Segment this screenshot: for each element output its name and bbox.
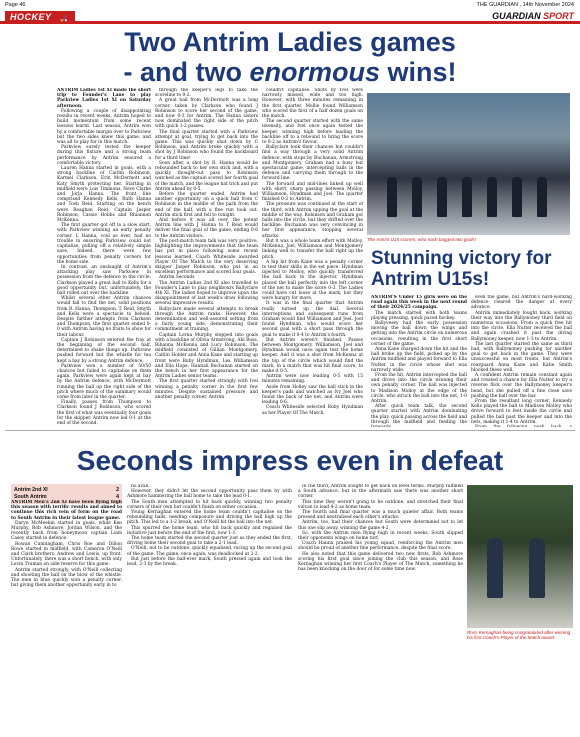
brand-part-a: GUARDIAN xyxy=(492,11,541,21)
paragraph: no avail. xyxy=(131,484,150,489)
paragraph: The post-match team talk was very positive, highlighting the improvements that the team has put in place following some recent lessons learned. Coach Whiteside awarded Player Of The Match to the very deserving skipper Jasper Robinson, who put in an excellent performance and scored four goals. xyxy=(155,238,258,276)
paragraph: The South men attempted to hit back quickly, winning two penalty corners of their own but couldn't finish on either occasion. xyxy=(127,499,292,510)
paragraph: Antrim, too, had their chances but South were determined not to let this one slip away, winning the game 4-2. xyxy=(298,520,463,531)
paragraph: even the game, but Antrim's hard-working defence cleared the danger at every advance. xyxy=(471,295,572,311)
paragraph: In the third, Antrim sought to get back on level terms. Murphy fulfilled a South advance, but in the aftermath saw there was another short corner. xyxy=(298,484,463,500)
paragraph: However, they didn't let the second opportunity pass them by with Ashmore hammering the ball home to take the lead 0-1. xyxy=(127,489,292,500)
paragraph: Following a couple of disappointing results in recent weeks, Antrim hoped to build momentum from some recent lessons learnt. Last season, Antrim won by a comfortable margin over to Parkview but the two sides knew this game, and was all to play for in this match. xyxy=(57,108,151,146)
u15-team-photo xyxy=(367,93,570,235)
paragraph: Antrim immediately fought back, working their way into the Ballymoney third field on numerous occasions. From a quick free hit into the circle, Ella Nutter received the ball and again crashed it past the diving Ballymoney keeper, now 1-3 to Antrim. xyxy=(471,310,572,342)
paragraph: The first quarter started strongly with Ivel winning a penalty corner in the first few minutes. Despite sustained pressure and another penalty corner, Antrim xyxy=(155,379,258,400)
paragraph: Aside from Holley saw the ball stick in the keeper's pads and watched as Ivy Joel who found the back of the net, and Antrim were leading 0-6. xyxy=(262,384,363,406)
team-score: 2 xyxy=(116,487,119,493)
article2-col1 xyxy=(371,295,467,427)
headline-pre: - and two xyxy=(123,57,250,87)
paragraph: After quick team talk, the second quarter started with Antrim dominating the play, quick passing across the field and through the midfield and feeding the xyxy=(371,404,467,425)
paragraph: Ballyvesey had the early possession moving the ball down the wings and getting into the Antrim circle on numerous occasions, resulting in the first short corner of the game. xyxy=(371,321,467,347)
paragraph: Coach Hanna praised his young squad, reinforcing the Antrim men should be proud of another fine performance, despite the final score. xyxy=(298,541,463,552)
paragraph: O'Neill, not to be outdone, quickly equalised, racing up the second goal of the game. The game, once again, was deadlocked at 2-2. xyxy=(127,546,292,557)
paragraph: Coach Whiteside selected Ruby Hyndman as her Player Of The Match. xyxy=(262,405,363,416)
article3-col2 xyxy=(127,484,292,732)
paragraph: Antrim started strongly, with O'Neill collecting and shooting the ball on the blow of the whistle. The men in blue quickly won a penalty corner, but giving them another opportunity early in to xyxy=(11,567,122,589)
hockey-stick-icon: 🏑 xyxy=(60,14,69,22)
paragraph: Ballyclare made several attempts to break through the Antrim ranks. However, the determination and well-assured setting from a fairly young side, demonstrating their commitment at training. xyxy=(155,306,258,333)
paragraph: This time they weren't going to be outdone, and stretched their final vulcan to lead 4-2 as home team. xyxy=(298,499,463,510)
page-header xyxy=(0,0,580,10)
paragraph xyxy=(471,425,572,427)
headline-post: wins! xyxy=(380,57,457,87)
article3-col1 xyxy=(11,500,122,732)
paragraph: This spurred the home team, who hit back quickly and regained the initiative just before the end of the first, now 1-1. xyxy=(127,525,292,536)
paragraph: From the resultant long corner, Kennedy Kells played the ball to Madison Molloy who drove forward to feet inside the circle and pulled the ball past the keeper and into the nets, making it 1-4 to Antrim. xyxy=(471,399,572,425)
article1-col2 xyxy=(155,88,258,426)
section-divider xyxy=(5,430,575,431)
paragraph: Parkview surely tested the keeper during this fixture and a strong team performance by Antrim ensured a comfortable victory. xyxy=(57,145,151,166)
paragraph: The final quarter started with a Parkview attempt at goal, trying to get back into the game. This was quickly shut down by C Robinson, and Antrim broke quickly with a shot by J Robinson who found the backboard for a third time! xyxy=(155,129,258,161)
u15-headline: Stunning victory for Antrim U15s! xyxy=(371,248,552,290)
paragraph: Antrim were now leading 0-5 with 15 minutes remaining. xyxy=(262,374,363,385)
page-number: Page 46 xyxy=(5,2,26,8)
headline-line2 xyxy=(65,57,515,87)
paragraph: It was in the final quarter that Antrim really turned up the dial. Several interceptions and subsequent runs from Graham would find Williamson and Joel. Joel found Hyndman, who would score her second goal with a short pass through the goal to make it 0-4 to Antrim's fourth. xyxy=(262,301,363,338)
paragraph: Before the quarter ended, Antrim had another opportunity on a quick ball from C Robinson in the middle of the park from the end of the half, with a fine run took out. Antrim stick first and fell to tonight. xyxy=(155,192,258,218)
paper-date: THE GUARDIAN , 14th November 2024 xyxy=(476,2,574,8)
brand-part-b: SPORT xyxy=(543,11,574,21)
paragraph: Whilst several other Antrim chances would fall to find the net, solid positions from R. Hanna, Thompson, T. Reid, Smyth and Kells were a spectacle to behold. Despite further attempts from Clarkson and Thompson, the first quarter ended 0-0 with Antrim having no fruits to show for their labour. xyxy=(57,296,151,338)
paragraph: The pressure was continued at the start of the third, with Antrim upping the goal at the middle of the way. Robinson and Graham got balls into the circle, but they drifted over the backline. Buchanan was very convincing in her first appearance, stopping several attacks. xyxy=(262,202,363,239)
paragraph: Anna Kane charged down the hit and the ball broke up the field, picked up by the Antrim midfield and played forward to Ella Nutter in the circle whose shot was narrowly wide. xyxy=(371,347,467,373)
paragraph: couldn't capitalise. Shots by Ivel were narrowly missed, wide and too high. However, with three minutes remaining in the first quarter, Mollie found Williamson who scored the first of a half dozen goals on the match. xyxy=(262,88,363,120)
paragraph: Young Kernaghan entered the home team couldn't capitalise on the rebounding balls, needing composure and driving the ball high up the pitch. This led to a 1-2 break, and O'Neill hit the ball into the net. xyxy=(127,510,292,526)
paragraph: A great ball from McDermott was a long corner, taken by Clarkson who found J Robinson to score her second of the game, and now 0-3 for Antrim. The Hanna sisters now dominated the right side of the pitch with quick 1-2 passes. xyxy=(155,98,258,130)
article1-col1 xyxy=(57,88,151,426)
paragraph: From the hit, Antrim intercepted the ball and drove into the circle winning their own penalty corner. The ball was injected to Madison Molloy at the edge of the circle, who struck the ball into the net, 1-0 Antrim. xyxy=(371,373,467,405)
brand-logo xyxy=(492,11,574,21)
paragraph: But just before the half-ever mark, South pressed again and took the lead, 2-3 by the break. xyxy=(127,556,292,568)
paragraph: Daryn McMeekin started in goals, while Ken Murphy, Rob Ashmore, Jordan Wilson, and the recently back from honeymoon captain Liam Casey started in defence. xyxy=(11,520,122,542)
paragraph: through the keeper's legs to take the scoreline to 0-2. xyxy=(155,88,258,99)
paragraph: In contrast, an onslaught of Antrim's attacking play saw Parkview in possession from the defence to the circle. Clarkson played a great ball to Kells for a good opportunity but, unfortunately, the ball rolled out over the backline. xyxy=(57,264,151,296)
article1-col3 xyxy=(262,88,363,426)
photo1-caption: The Antrim U15 scorers, who each bagged two goals! xyxy=(367,237,477,242)
player-award-photo xyxy=(467,485,573,628)
paragraph: Ballyclare took their chances but couldn't find a way through a very solid Antrim defence, with stops by Buchanan, Armstrong and Montgomery. Graham had a busy but spectacular game, intercepting balls in the defence and carrying them through to the forward line. xyxy=(262,145,363,182)
paragraph: A hip hit from Kane was a penalty corner to test their skills in the set piece. Hyndman injected to Molloy, who quickly transferred the ball back to the injector. Hyndman placed the ball perfectly into the left corner of the net to make the score 0-3. The Ladies could have cut loose at the mark, but they were hungry for more. xyxy=(262,259,363,302)
paragraph: The last quarter started the same as third had, with Ballymoney pushing for another goal to get back in the game. They were unsuccessful on most fronts, but Antrim's rearguard Anna Kane and Katie Smith blocked these well. xyxy=(471,341,572,373)
paragraph: The home team started the second quarter just as they ended the first, driving home their second goal to take a 2-1 lead. xyxy=(127,536,292,547)
paragraph: The match started with both teams playing pressing, quick paced hockey. xyxy=(371,310,467,321)
paragraph: The second quarter started with the same intensity, and Ivel once again tested the keeper, winning high before leading the backline off to a rebound to bring the score to 0-2 as Antrim's favour. xyxy=(262,119,363,146)
paragraph: And before it was all over, the potent Antrim line with J Hanna to T Reid would deliver the final goal of the game, ending 0-6 to the Antrim visitors. xyxy=(155,218,258,239)
score-row-1 xyxy=(14,487,119,494)
paragraph: Captain J Robinson entered the fray at the beginning of the second half, determined to shake things up. Parkview pushed forward but the whistle for tea kept a bay by a strong Antrim defence. xyxy=(57,337,151,364)
paragraph: But Antrim weren't finished. Passes between Montgomery, Williamson, Joel and Hyndman would once again test the home keeper. And it was a shot from McKenna at the top of the circle which would find the mark, in a match that was hit final score, to make it 0-5. xyxy=(262,337,363,374)
paragraph: The fourth and final quarter was a much quieter affair. Both teams pressed and neutralised each other's attacks. xyxy=(298,510,463,521)
section-bar xyxy=(0,11,580,24)
paragraph: Finally, passes from Thompson to Clarkson found J Robinson, who scored the first of what was eventually four goals for the skipper. Antrim now led 0-1 at the end of the second. xyxy=(57,400,151,426)
paragraph: Parkview won a number of 50/50 chances but failed to capitalise on them again. Parkview were again kept at bay by the Antrim defence, with McDermott running the ball up the right side of the pitch where much of the summary would come from later in the quarter. xyxy=(57,363,151,400)
section-label: HOCKEY xyxy=(5,11,75,23)
paragraph: The first quarter got off to a slow start, with Parkview winning an early penalty corner. L Hanna, cool as ever, had no trouble in ensuring Parkview could not capitalise, pulling off a relatively simple save. Indeed, there were few opportunities from penalty corners for the home side. xyxy=(57,223,151,265)
photo2-caption: Ross Kernaghan being congratulated after winning his first Coach's Player of the Match award. xyxy=(467,630,571,640)
paragraph: Lauren Hanna started in goals, with a strong backline of Caitlin Robinson, Karmel Clarkson, Erin McDermott and Katy Smyth protecting her. Starting in midfield were Lois Timmons, Neve Clarke and Jorja Hanna. The front line comprised Kennedy Kells, Ruth Hanna and Tosh Reid. Starting on the bench were Reaghan Reid, Captain Jasper Robinson, Cassie Hobbs and Rhiannon McKenna. xyxy=(57,166,151,224)
paragraph: The forward and mid-lines linked up well with short, sharp passing between Molloy, Williamson, Hyndman and Joel. The quarter finished 0-2 to Antrim. xyxy=(262,181,363,203)
headline-line1: Two Antrim Ladies games xyxy=(124,27,456,57)
team-name: Antrim 2nd XI xyxy=(14,487,48,493)
paragraph: ANTRIM'S Under 15 girls were on the road again this week in the next round of their 2024/25 campaign. xyxy=(371,295,467,311)
paragraph: Antrim Seconds xyxy=(159,275,195,281)
paragraph: ANTRIM Ladies 1st XI made the short trip to Founder's Lane to play Parkview Ladies 1st XI on Saturday afternoon. xyxy=(57,88,151,109)
article2-col2 xyxy=(471,295,572,427)
team-name: South Antrim xyxy=(14,494,47,500)
paragraph: ANTRIM Men's 2nd XI have been flying high this season with terrific results and aimed to continue this rich vein of form on the road to South Antrim in their latest league game. xyxy=(11,500,122,521)
paragraph: But it was a whole team effort with Molloy, McKenna, Joel, Williamson and Montgomery linking well to transfer the ball right up the pitch. xyxy=(262,238,363,260)
article3-col3 xyxy=(298,484,463,732)
paragraph: The Antrim Ladies 2nd XI also travelled to Founder's Lane to play neighbours Ballyclare 4th XI. The ladies hoped to improve upon the disappointment of last week's draw following several impressive results. xyxy=(155,280,258,307)
headline-emphasis: enormous xyxy=(249,57,380,87)
team-score: 4 xyxy=(116,494,119,500)
paragraph: So, with the Antrim men flying high in recent weeks, South slipped their opponents wings on home turf. xyxy=(298,530,463,542)
seconds-headline: Seconds impress even in defeat xyxy=(76,445,504,476)
paragraph: Soon after, a shot by R. Hanna would be rebounded back to her own stick and, with a quickly thought-out pass to Robinson watched as the captain scored her fourth goal of the match, and the league hat trick and put Antrim ahead by 0-5. xyxy=(155,160,258,192)
paragraph: He also noted that this game delivered two new firsts, Rob Ashmore scoring his first goal since joining the club this season, and Rose Kernaghan winning her first Coach's Player of The Match, something he has been knocking on the door of for some time now. xyxy=(298,551,463,573)
main-headline xyxy=(65,27,515,87)
paragraph: A confident Antrim remain constant again and created a chance for Ella Nutter to try a reverse flick over the Ballymoney keeper's head, but she pulled off a fine close save pushing the ball over the bar. xyxy=(471,373,572,399)
paragraph: Captain Lorna Murphy stepped into goals with a backline of Olivia Armstrong, Abi Ross, Rihanna McKenna and Lucy Robinson. The midfield consisted of Gillian Montgomery, Caitlin Holder and Anna Kane and starting up front were Ruby Hyndman, Lea Williamson and Ella Hope. Hannah Buchanan started on the bench in her first appearance for the Antrim Ladies senior teams. xyxy=(155,332,258,380)
paragraph: Rowan Cunningham, Chris Roe and Dillon Rowe started in midfield, with Cameron O'Neill and Clark brothers, Andrew and Lewis, up front. Unfortunately, there was a short bench, with only Levin Truman on side reserve for this game. xyxy=(11,541,122,568)
